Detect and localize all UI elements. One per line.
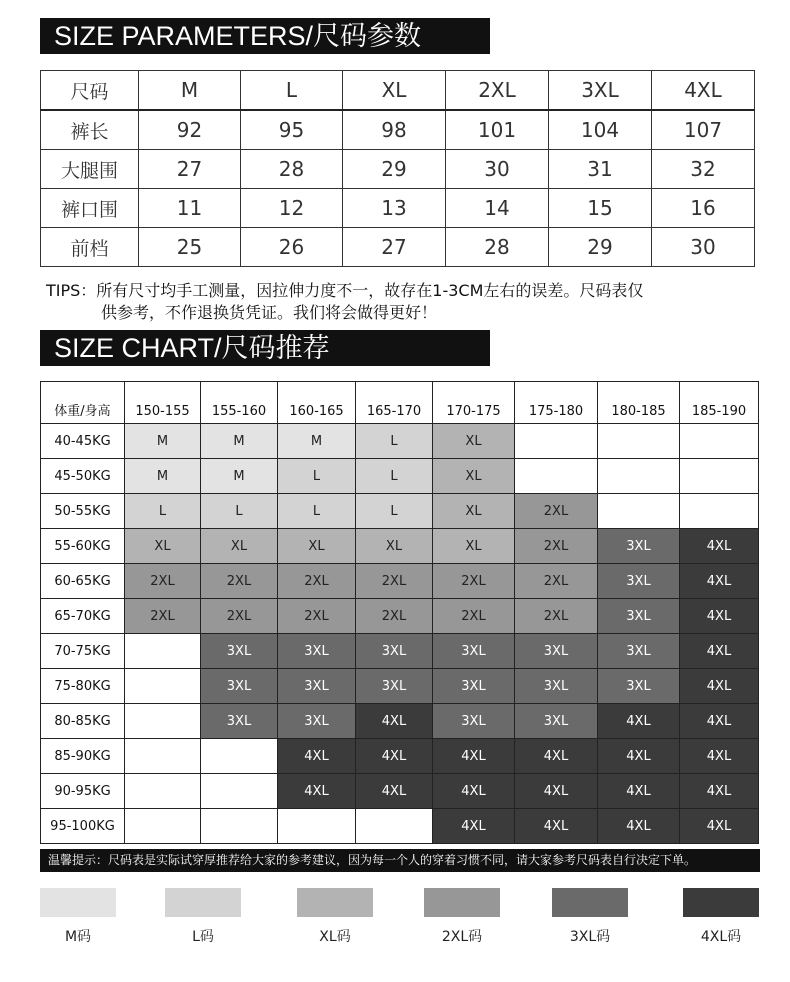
weight-range-label: 65-70KG: [41, 599, 125, 634]
chart-header-row: [41, 382, 759, 424]
recommended-size-cell: 4XL: [680, 634, 759, 669]
recommended-size-cell: [125, 809, 201, 844]
chart-row: [41, 809, 759, 844]
recommended-size-cell: XL: [201, 529, 278, 564]
recommended-size-cell: 2XL: [515, 494, 598, 529]
chart-row: [41, 774, 759, 809]
legend-swatch: [424, 888, 500, 917]
legend-label: 4XL码: [700, 929, 742, 945]
param-row: [41, 150, 755, 189]
param-value: 28: [446, 228, 549, 267]
param-value: 11: [139, 189, 241, 228]
recommended-size-cell: 4XL: [598, 739, 680, 774]
chart-row: [41, 634, 759, 669]
param-row: [41, 189, 755, 228]
recommended-size-cell: XL: [278, 529, 356, 564]
param-value: 104: [549, 110, 652, 150]
recommended-size-cell: [201, 739, 278, 774]
param-size-header: 4XL: [652, 71, 755, 111]
recommended-size-cell: 4XL: [680, 739, 759, 774]
recommended-size-cell: XL: [125, 529, 201, 564]
recommended-size-cell: [680, 494, 759, 529]
param-value: 107: [652, 110, 755, 150]
chart-row: [41, 459, 759, 494]
recommended-size-cell: L: [356, 459, 433, 494]
param-row-label: 大腿围: [41, 150, 139, 189]
recommended-size-cell: 4XL: [433, 809, 515, 844]
recommended-size-cell: 2XL: [278, 599, 356, 634]
param-row: [41, 228, 755, 267]
recommended-size-cell: 4XL: [680, 599, 759, 634]
size-chart-table: [40, 381, 759, 844]
height-range-header: 180-185: [598, 382, 680, 424]
recommended-size-cell: [201, 774, 278, 809]
recommended-size-cell: 2XL: [515, 599, 598, 634]
recommended-size-cell: XL: [356, 529, 433, 564]
chart-row: [41, 494, 759, 529]
weight-range-label: 55-60KG: [41, 529, 125, 564]
recommended-size-cell: 4XL: [680, 809, 759, 844]
weight-range-label: 85-90KG: [41, 739, 125, 774]
chart-row: [41, 424, 759, 459]
recommended-size-cell: 2XL: [433, 564, 515, 599]
param-value: 13: [343, 189, 446, 228]
recommended-size-cell: XL: [433, 494, 515, 529]
recommended-size-cell: M: [125, 459, 201, 494]
recommended-size-cell: [125, 704, 201, 739]
param-value: 25: [139, 228, 241, 267]
weight-range-label: 95-100KG: [41, 809, 125, 844]
legend-label: XL码: [319, 929, 351, 945]
legend-label: L码: [192, 929, 214, 945]
tips-text: [46, 280, 746, 324]
recommended-size-cell: [201, 809, 278, 844]
height-range-header: 185-190: [680, 382, 759, 424]
recommended-size-cell: 3XL: [433, 634, 515, 669]
recommended-size-cell: 3XL: [201, 634, 278, 669]
recommended-size-cell: M: [201, 459, 278, 494]
param-row-label: 裤口围: [41, 189, 139, 228]
chart-row: [41, 704, 759, 739]
recommended-size-cell: 3XL: [433, 704, 515, 739]
weight-range-label: 40-45KG: [41, 424, 125, 459]
recommended-size-cell: L: [356, 494, 433, 529]
param-value: 32: [652, 150, 755, 189]
recommended-size-cell: XL: [433, 459, 515, 494]
weight-range-label: 80-85KG: [41, 704, 125, 739]
warm-tip-note: 温馨提示：尺码表是实际试穿厚推荐给大家的参考建议，因为每一个人的穿着习惯不同，请大家参考尺码表自行决定下单。: [40, 849, 760, 872]
recommended-size-cell: 4XL: [680, 774, 759, 809]
recommended-size-cell: [598, 494, 680, 529]
param-size-header: XL: [343, 71, 446, 111]
chart-row: [41, 599, 759, 634]
param-value: 95: [241, 110, 343, 150]
param-value: 98: [343, 110, 446, 150]
weight-height-corner: 体重/身高: [41, 382, 125, 424]
param-header-row: [41, 71, 755, 111]
param-value: 14: [446, 189, 549, 228]
recommended-size-cell: 3XL: [598, 634, 680, 669]
param-value: 28: [241, 150, 343, 189]
param-row-label: 裤长: [41, 110, 139, 150]
param-value: 15: [549, 189, 652, 228]
recommended-size-cell: [680, 459, 759, 494]
recommended-size-cell: [680, 424, 759, 459]
height-range-header: 165-170: [356, 382, 433, 424]
chart-row: [41, 739, 759, 774]
recommended-size-cell: [598, 459, 680, 494]
recommended-size-cell: 2XL: [201, 564, 278, 599]
recommended-size-cell: 4XL: [598, 809, 680, 844]
height-range-header: 160-165: [278, 382, 356, 424]
recommended-size-cell: L: [278, 494, 356, 529]
recommended-size-cell: [515, 459, 598, 494]
recommended-size-cell: 4XL: [598, 774, 680, 809]
param-size-header: L: [241, 71, 343, 111]
recommended-size-cell: 3XL: [515, 669, 598, 704]
recommended-size-cell: L: [125, 494, 201, 529]
recommended-size-cell: 3XL: [278, 634, 356, 669]
recommended-size-cell: M: [278, 424, 356, 459]
recommended-size-cell: 2XL: [201, 599, 278, 634]
legend-swatch: [683, 888, 759, 917]
size-parameters-title: SIZE PARAMETERS/尺码参数: [40, 18, 490, 54]
recommended-size-cell: 4XL: [356, 739, 433, 774]
recommended-size-cell: [125, 739, 201, 774]
param-value: 101: [446, 110, 549, 150]
recommended-size-cell: 4XL: [680, 669, 759, 704]
recommended-size-cell: [125, 774, 201, 809]
recommended-size-cell: M: [125, 424, 201, 459]
param-value: 12: [241, 189, 343, 228]
param-header-label: 尺码: [41, 71, 139, 111]
chart-row: [41, 564, 759, 599]
param-value: 16: [652, 189, 755, 228]
recommended-size-cell: 3XL: [278, 669, 356, 704]
param-size-header: M: [139, 71, 241, 111]
recommended-size-cell: 3XL: [515, 634, 598, 669]
param-value: 27: [139, 150, 241, 189]
param-value: 30: [446, 150, 549, 189]
recommended-size-cell: 2XL: [278, 564, 356, 599]
recommended-size-cell: [515, 424, 598, 459]
recommended-size-cell: L: [278, 459, 356, 494]
param-size-header: 2XL: [446, 71, 549, 111]
recommended-size-cell: 3XL: [598, 599, 680, 634]
chart-row: [41, 529, 759, 564]
recommended-size-cell: 3XL: [201, 704, 278, 739]
recommended-size-cell: 4XL: [356, 774, 433, 809]
legend-swatch: [552, 888, 628, 917]
recommended-size-cell: 4XL: [433, 774, 515, 809]
chart-row: [41, 669, 759, 704]
recommended-size-cell: 4XL: [680, 704, 759, 739]
weight-range-label: 75-80KG: [41, 669, 125, 704]
recommended-size-cell: 2XL: [515, 529, 598, 564]
recommended-size-cell: XL: [433, 424, 515, 459]
recommended-size-cell: 2XL: [125, 564, 201, 599]
recommended-size-cell: 4XL: [515, 774, 598, 809]
recommended-size-cell: 4XL: [680, 564, 759, 599]
recommended-size-cell: 2XL: [356, 564, 433, 599]
param-row-label: 前档: [41, 228, 139, 267]
height-range-header: 175-180: [515, 382, 598, 424]
param-value: 31: [549, 150, 652, 189]
recommended-size-cell: 4XL: [515, 739, 598, 774]
param-value: 29: [549, 228, 652, 267]
tips-line-1: TIPS：所有尺寸均手工测量，因拉伸力度不一，故存在1-3CM左右的误差。尺码表仅: [46, 281, 644, 300]
weight-range-label: 90-95KG: [41, 774, 125, 809]
weight-range-label: 45-50KG: [41, 459, 125, 494]
param-value: 92: [139, 110, 241, 150]
height-range-header: 150-155: [125, 382, 201, 424]
recommended-size-cell: 3XL: [356, 669, 433, 704]
param-value: 26: [241, 228, 343, 267]
recommended-size-cell: 3XL: [278, 704, 356, 739]
recommended-size-cell: 2XL: [433, 599, 515, 634]
weight-range-label: 50-55KG: [41, 494, 125, 529]
recommended-size-cell: 4XL: [598, 704, 680, 739]
recommended-size-cell: 3XL: [356, 634, 433, 669]
recommended-size-cell: [278, 809, 356, 844]
recommended-size-cell: L: [201, 494, 278, 529]
param-row: [41, 110, 755, 150]
recommended-size-cell: 4XL: [515, 809, 598, 844]
param-value: 30: [652, 228, 755, 267]
recommended-size-cell: 2XL: [515, 564, 598, 599]
recommended-size-cell: M: [201, 424, 278, 459]
height-range-header: 155-160: [201, 382, 278, 424]
recommended-size-cell: 4XL: [356, 704, 433, 739]
recommended-size-cell: [598, 424, 680, 459]
legend-label: 2XL码: [441, 929, 483, 945]
recommended-size-cell: 4XL: [278, 774, 356, 809]
legend-swatch: [165, 888, 241, 917]
legend-swatch: [297, 888, 373, 917]
recommended-size-cell: 2XL: [125, 599, 201, 634]
recommended-size-cell: [125, 669, 201, 704]
legend-label: 3XL码: [569, 929, 611, 945]
size-parameters-table: [40, 70, 755, 267]
recommended-size-cell: 3XL: [598, 529, 680, 564]
recommended-size-cell: 3XL: [433, 669, 515, 704]
param-value: 27: [343, 228, 446, 267]
recommended-size-cell: 3XL: [201, 669, 278, 704]
recommended-size-cell: 3XL: [598, 669, 680, 704]
param-value: 29: [343, 150, 446, 189]
weight-range-label: 60-65KG: [41, 564, 125, 599]
height-range-header: 170-175: [433, 382, 515, 424]
recommended-size-cell: L: [356, 424, 433, 459]
param-size-header: 3XL: [549, 71, 652, 111]
recommended-size-cell: 3XL: [515, 704, 598, 739]
weight-range-label: 70-75KG: [41, 634, 125, 669]
legend-swatch: [40, 888, 116, 917]
recommended-size-cell: 4XL: [433, 739, 515, 774]
recommended-size-cell: 3XL: [598, 564, 680, 599]
recommended-size-cell: 2XL: [356, 599, 433, 634]
recommended-size-cell: 4XL: [278, 739, 356, 774]
recommended-size-cell: XL: [433, 529, 515, 564]
recommended-size-cell: [125, 634, 201, 669]
recommended-size-cell: 4XL: [680, 529, 759, 564]
size-chart-title: SIZE CHART/尺码推荐: [40, 330, 490, 366]
recommended-size-cell: [356, 809, 433, 844]
tips-line-2: 供参考，不作退换货凭证。我们将会做得更好！: [101, 303, 438, 322]
legend-label: M码: [64, 929, 92, 945]
